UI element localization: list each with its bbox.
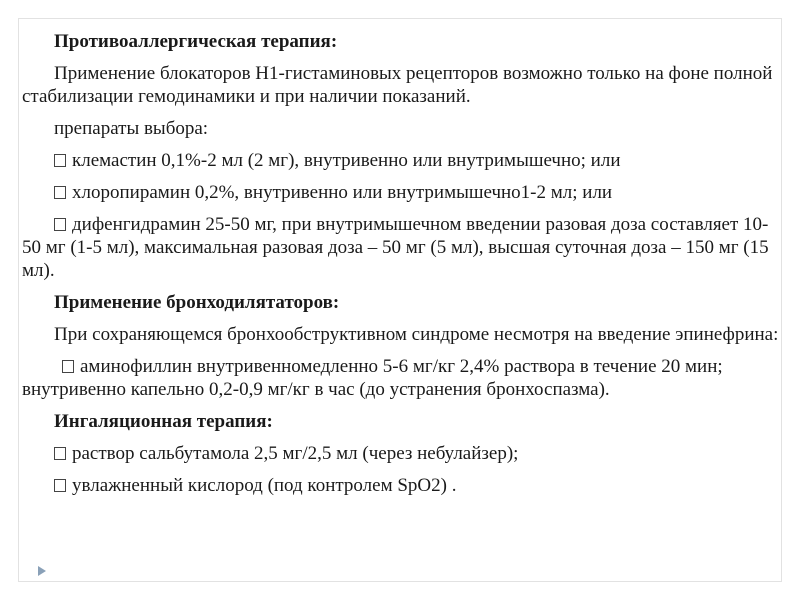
checkbox-square-icon [54, 479, 66, 492]
list-item-salbutamol: раствор сальбутамола 2,5 мг/2,5 мл (через небулайзер); [22, 442, 780, 465]
paragraph-drugs-of-choice: препараты выбора: [54, 118, 209, 139]
checkbox-square-icon [54, 218, 66, 231]
arrow-bullet-icon [38, 566, 46, 576]
list-item-oxygen: увлажненный кислород (под контролем SpO2) . [22, 474, 780, 497]
checkbox-square-icon [54, 447, 66, 460]
heading-bronchodilators: Применение бронходилятаторов: [54, 292, 340, 313]
paragraph-h1-blockers: Применение блокаторов Н1-гистаминовых рецепторов возможно только на фоне полной стабилизации гемодинамики и при наличии показаний. [22, 63, 773, 107]
list-item-diphenhydramine: дифенгидрамин 25-50 мг, при внутримышечном введении разовая доза составляет 10-50 мг (1-5 мл), максимальная разовая доза – 50 мг (5 мл), высшая суточная доза – 150 мг (15 мл). [22, 214, 769, 281]
list-item-aminophylline: аминофиллин внутривенномедленно 5-6 мг/кг 2,4% раствора в течение 20 мин; внутривенно капельно 0,2-0,9 мг/кг в час (до устранения бронхоспазма). [22, 356, 723, 400]
checkbox-square-icon [62, 360, 74, 373]
list-item-chloropyramine: хлоропирамин 0,2%, внутривенно или внутримышечно1-2 мл; или [22, 181, 780, 204]
paragraph-bronchoobstruction: При сохраняющемся бронхообструктивном синдроме несмотря на введение эпинефрина: [54, 324, 779, 345]
slide-content [22, 30, 780, 506]
heading-inhalation: Ингаляционная терапия: [54, 411, 273, 432]
checkbox-square-icon [54, 186, 66, 199]
heading-antiallergic: Противоаллергическая терапия: [54, 31, 338, 52]
list-item-clemastine: клемастин 0,1%-2 мл (2 мг), внутривенно или внутримышечно; или [22, 149, 780, 172]
checkbox-square-icon [54, 154, 66, 167]
